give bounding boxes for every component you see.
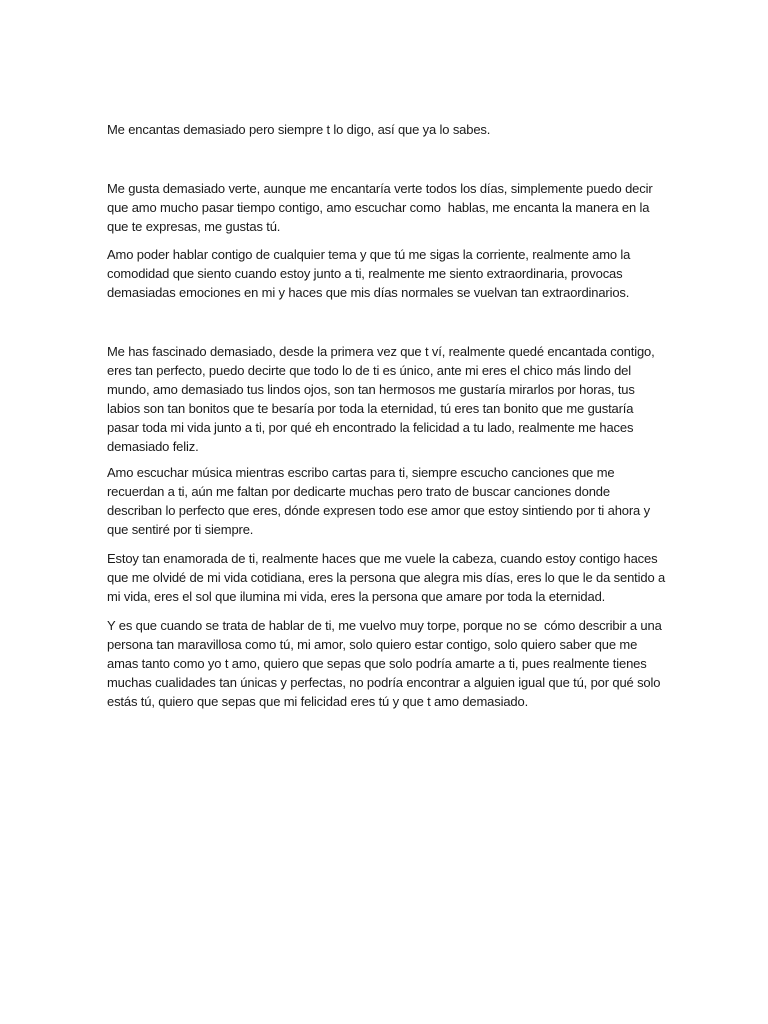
paragraph-2: Me gusta demasiado verte, aunque me encantaría verte todos los días, simplemente puedo decir que amo mucho pasar tiempo contigo, amo escuchar como hablas, me encanta la manera en la que te expresas, me gustas tú. (107, 181, 656, 234)
paragraph-3: Amo poder hablar contigo de cualquier tema y que tú me sigas la corriente, realmente amo la comodidad que siento cuando estoy junto a ti, realmente me siento extraordinaria, provocas demasiadas emociones en mi y haces que mis días normales se vuelvan tan extraordinarios. (107, 247, 634, 300)
paragraph-5: Amo escuchar música mientras escribo cartas para ti, siempre escucho canciones que me recuerdan a ti, aún me faltan por dedicarte muchas pero trato de buscar canciones donde describan lo perfecto que eres, dónde expresen todo ese amor que estoy sintiendo por ti ahora y que sentiré por ti siempre. (107, 465, 654, 537)
paragraph-7: Y es que cuando se trata de hablar de ti, me vuelvo muy torpe, porque no se cómo describir a una persona tan maravillosa como tú, mi amor, solo quiero estar contigo, solo quiero saber que me amas tanto como yo t amo, quiero que sepas que solo podría amarte a ti, pues realmente tienes muchas cualidades tan únicas y perfectas, no podría encontrar a alguien igual que tú, por qué solo estás tú, quiero que sepas que mi felicidad eres tú y que t amo demasiado. (107, 618, 666, 709)
paragraph-intro: Me encantas demasiado pero siempre t lo digo, así que ya lo sabes. (107, 122, 491, 137)
paragraph-6: Estoy tan enamorada de ti, realmente haces que me vuele la cabeza, cuando estoy contigo haces que me olvidé de mi vida cotidiana, eres la persona que alegra mis días, eres lo que le da sentido a mi vida, eres el sol que ilumina mi vida, eres la persona que amare por toda la eternidad. (107, 551, 669, 604)
paragraph-4: Me has fascinado demasiado, desde la primera vez que t ví, realmente quedé encantada contigo, eres tan perfecto, puedo decirte que todo lo de ti es único, ante mi eres el chico más lindo del mundo, amo demasiado tus lindos ojos, son tan hermosos me gustaría mirarlos por horas, tus labios son tan bonitos que te besaría por toda la eternidad, tú eres tan bonito que me gustaría pasar toda mi vida junto a ti, por qué eh encontrado la felicidad a tu lado, realmente me haces demasiado feliz. (107, 344, 659, 454)
